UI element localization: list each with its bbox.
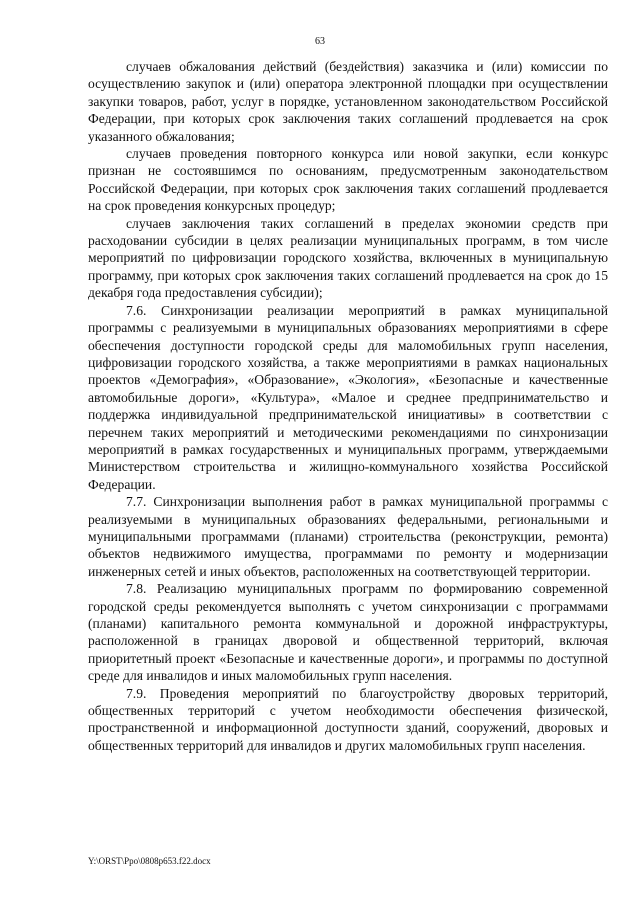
- paragraph-repeat-tender-case: случаев проведения повторного конкурса или новой закупки, если конкурс признан не состоявшимся по основаниям, предусмотренным законодательством Российской Федерации, при которых срок заключения таких соглашений продлевается на срок проведения конкурсных процедур;: [88, 146, 608, 214]
- paragraph-7-9: 7.9. Проведения мероприятий по благоустройству дворовых территорий, общественных территорий с учетом необходимости обеспечения физической, пространственной и информационной доступности зданий, сооружений, дворовых и общественных территорий для инвалидов и других маломобильных групп населения.: [88, 685, 608, 753]
- file-path-footer: Y:\ORST\Ppo\0808p653.f22.docx: [88, 856, 211, 866]
- document-body: [88, 58, 608, 754]
- paragraph-7-6: 7.6. Синхронизации реализации мероприятий в рамках муниципальной программы с реализуемыми в муниципальных образованиях мероприятиями в сфере обеспечения доступности городской среды для маломобильных групп населения, цифровизации городского хозяйства, а также мероприятиями в рамках национальных проектов «Демография», «Образование», «Экология», «Безопасные и качественные автомобильные дороги», «Культура», «Малое и среднее предпринимательство и поддержка индивидуальной предпринимательской инициативы» в соответствии с перечнем таких мероприятий и методическими рекомендациями по синхронизации мероприятий в рамках государственных и муниципальных программ, утверждаемыми Министерством строительства и жилищно-коммунального хозяйства Российской Федерации.: [88, 302, 608, 492]
- page-number: 63: [315, 36, 325, 47]
- paragraph-savings-case: случаев заключения таких соглашений в пределах экономии средств при расходовании субсидии в целях реализации муниципальных программ, в том числе мероприятий по цифровизации городского хозяйства, включенных в муниципальную программу, при которых срок заключения таких соглашений продлевается на срок до 15 декабря года предоставления субсидии);: [88, 215, 608, 301]
- paragraph-7-7: 7.7. Синхронизации выполнения работ в рамках муниципальной программы с реализуемыми в муниципальных образованиях федеральными, региональными и муниципальными программами (планами) строительства (реконструкции, ремонта) объектов недвижимого имущества, программами по ремонту и модернизации инженерных сетей и иных объектов, расположенных на соответствующей территории.: [88, 494, 608, 579]
- paragraph-7-8: 7.8. Реализацию муниципальных программ по формированию современной городской среды рекомендуется выполнять с учетом синхронизации с программами (планами) капитального ремонта коммунальной и дорожной инфраструктуры, расположенной в границах дворовой и общественной территорий, включая приоритетный проект «Безопасные и качественные дороги», и программы по доступной среде для инвалидов и иных маломобильных групп населения.: [88, 581, 608, 684]
- paragraph-appeal-case: случаев обжалования действий (бездействия) заказчика и (или) комиссии по осуществлению закупок и (или) оператора электронной площадки при осуществлении закупки товаров, работ, услуг в порядке, установленном законодательством Российской Федерации, при которых срок заключения таких соглашений продлевается на срок указанного обжалования;: [88, 59, 608, 144]
